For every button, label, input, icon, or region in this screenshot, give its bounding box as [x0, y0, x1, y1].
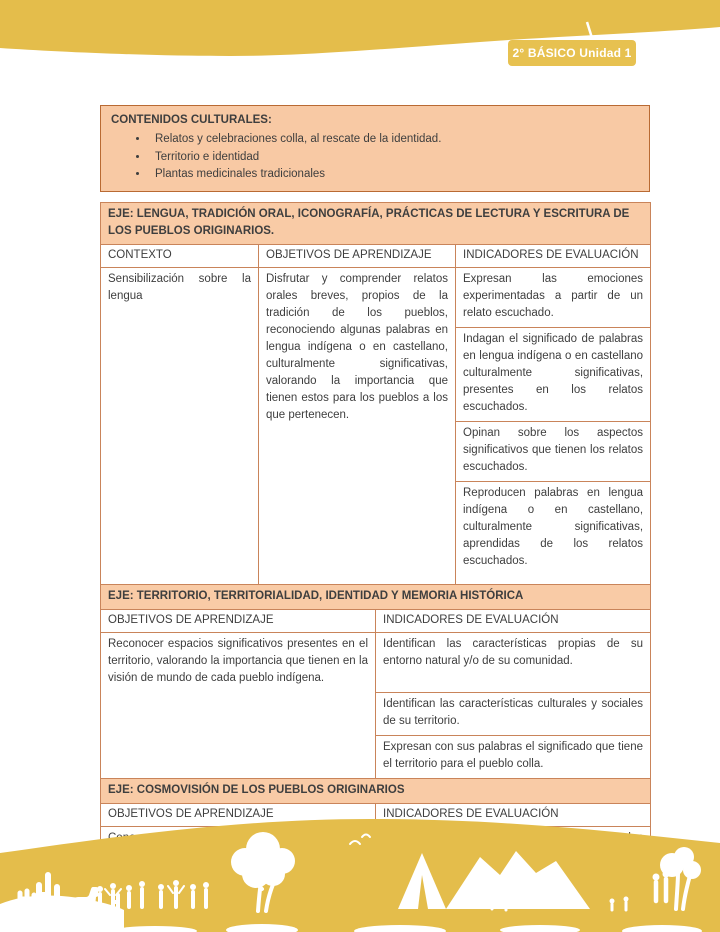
table-eje-territorio [100, 584, 651, 779]
column-header-objetivos: OBJETIVOS DE APRENDIZAJE [101, 610, 376, 633]
indicator-cell: Opinan sobre los aspectos significativos que tienen los relatos escuchados. [456, 422, 651, 482]
column-header-objetivos: OBJETIVOS DE APRENDIZAJE [259, 245, 456, 268]
eje-header: EJE: TERRITORIO, TERRITORIALIDAD, IDENTIDAD Y MEMORIA HISTÓRICA [101, 585, 651, 610]
column-header-contexto: CONTEXTO [101, 245, 259, 268]
list-item: • Plantas medicinales tradicionales [149, 166, 639, 183]
cell-objetivo: Disfrutar y comprender relatos orales breves, propios de la tradición de los pueblos, reconociendo algunas palabras en lengua indígena o en castellano, culturalmente significativas, valorando la importancia que tienen estos para los pueblos a los que pertenecen. [259, 268, 456, 585]
cultural-contents-title: CONTENIDOS CULTURALES: [111, 114, 272, 126]
indicator-cell: Expresan las emociones experimentadas a partir de un relato escuchado. [456, 268, 651, 328]
column-header-objetivos: OBJETIVOS DE APRENDIZAJE [101, 804, 376, 827]
column-header-indicadores: INDICADORES DE EVALUACIÓN [376, 804, 651, 827]
cell-objetivo: Reconocer espacios significativos presentes en el territorio, valorando la importancia que tienen en la visión de mundo de cada pueblo indígena. [101, 633, 376, 779]
eje-header: EJE: COSMOVISIÓN DE LOS PUEBLOS ORIGINARIOS [101, 779, 651, 804]
eje-header: EJE: LENGUA, TRADICIÓN ORAL, ICONOGRAFÍA, PRÁCTICAS DE LECTURA Y ESCRITURA DE LOS PUEBLOS ORIGINARIOS. [101, 203, 651, 245]
unit-badge [508, 40, 636, 66]
indicator-cell: Indagan el significado de palabras en lengua indígena o en castellano culturalmente significativas, presentes en los relatos escuchados. [456, 328, 651, 422]
cell-contexto: Sensibilización sobre la lengua [101, 268, 259, 585]
unit-badge-label: 2° BÁSICO Unidad 1 [512, 46, 632, 60]
cultural-contents-box [100, 105, 650, 192]
indicator-cell: Identifican las características propias de su entorno natural y/o de su comunidad. [376, 633, 651, 693]
indicator-cell: Reproducen palabras en lengua indígena o en castellano, culturalmente significativas, aprendidas de los relatos escuchados. [456, 482, 651, 585]
document-content [100, 105, 650, 897]
indicator-cell: Identifican las características culturales y sociales de su territorio. [376, 693, 651, 736]
table-eje-lengua [100, 202, 651, 585]
column-header-indicadores: INDICADORES DE EVALUACIÓN [456, 245, 651, 268]
indicator-cell: Expresan con sus palabras el significado que tiene el territorio para el pueblo colla. [376, 736, 651, 779]
bottom-landscape-illustration [0, 817, 720, 932]
list-item: • Relatos y celebraciones colla, al rescate de la identidad. [149, 131, 639, 148]
column-header-indicadores: INDICADORES DE EVALUACIÓN [376, 610, 651, 633]
cultural-contents-list [149, 131, 639, 183]
list-item: • Territorio e identidad [149, 149, 639, 166]
